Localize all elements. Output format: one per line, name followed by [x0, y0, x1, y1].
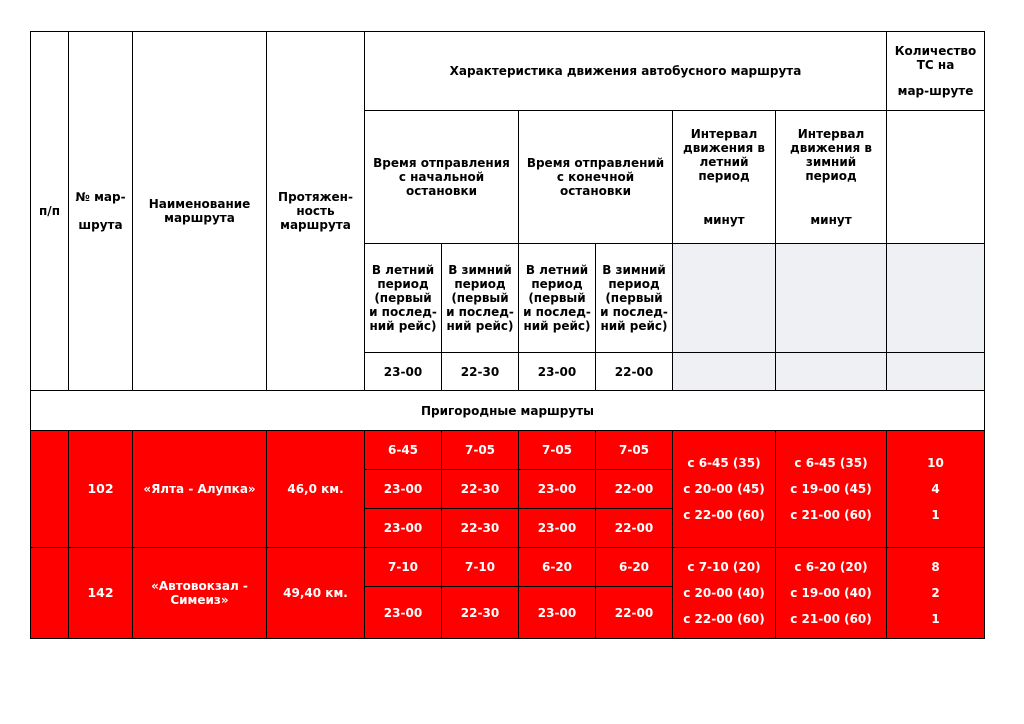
header-interval-summer	[673, 111, 776, 244]
header-route-number-line2: шрута	[78, 218, 123, 232]
interval-value: с 21-00 (60)	[790, 508, 872, 522]
time-cell: 22-00	[596, 470, 673, 509]
header-route-number-line1: № мар-	[75, 190, 126, 204]
time-cell: 23-00	[365, 587, 442, 639]
header-empty-cell	[887, 111, 985, 244]
interval-value: с 22-00 (60)	[683, 508, 765, 522]
interval-value: с 6-45 (35)	[794, 456, 868, 470]
vehicle-count-value: 1	[931, 508, 940, 522]
vehicle-count-value: 10	[927, 456, 944, 470]
header-interval-winter-label: Интервал движения в зимний период	[790, 127, 872, 183]
header-interval-winter-unit: минут	[810, 213, 852, 227]
route-length: 46,0 км.	[267, 431, 365, 548]
header-route-length: Протяжен-ность маршрута	[267, 32, 365, 391]
shaded-cell	[673, 244, 776, 353]
header-end-summer: В летний период (первый и послед-ний рейс)	[519, 244, 596, 353]
header-interval-summer-label: Интервал движения в летний период	[683, 127, 765, 183]
interval-value: с 22-00 (60)	[683, 612, 765, 626]
shaded-cell	[673, 353, 776, 391]
time-cell: 7-05	[596, 431, 673, 470]
vehicle-count-value: 4	[931, 482, 940, 496]
header-interval-winter	[776, 111, 887, 244]
vehicle-count-cell	[887, 548, 985, 639]
vehicle-count-value: 8	[931, 560, 940, 574]
shaded-cell	[887, 353, 985, 391]
header-vehicle-count-line1: Количество ТС на	[894, 44, 977, 72]
interval-value: с 19-00 (45)	[790, 482, 872, 496]
route-pp-cell	[31, 548, 69, 639]
time-cell: 22-30	[442, 509, 519, 548]
time-cell: 22-00	[596, 509, 673, 548]
interval-value: с 6-45 (35)	[687, 456, 761, 470]
shaded-cell	[776, 244, 887, 353]
last-time-cell: 22-00	[596, 353, 673, 391]
shaded-cell	[887, 244, 985, 353]
route-number: 102	[69, 431, 133, 548]
header-end-winter: В зимний период (первый и послед-ний рейс)	[596, 244, 673, 353]
header-route-name: Наименование маршрута	[133, 32, 267, 391]
route-length: 49,40 км.	[267, 548, 365, 639]
header-start-summer: В летний период (первый и послед-ний рейс)	[365, 244, 442, 353]
header-departure-end: Время отправлений с конечной остановки	[519, 111, 673, 244]
header-departure-start: Время отправления с начальной остановки	[365, 111, 519, 244]
time-cell: 6-20	[519, 548, 596, 587]
time-cell: 22-00	[596, 587, 673, 639]
time-cell: 7-05	[519, 431, 596, 470]
time-cell: 22-30	[442, 587, 519, 639]
route-pp-cell	[31, 431, 69, 548]
vehicle-count-cell	[887, 431, 985, 548]
header-vehicle-count-line2: мар-шруте	[897, 84, 974, 98]
time-cell: 23-00	[519, 509, 596, 548]
time-cell: 7-10	[365, 548, 442, 587]
time-cell: 6-45	[365, 431, 442, 470]
time-cell: 23-00	[519, 587, 596, 639]
last-time-cell: 23-00	[519, 353, 596, 391]
route-name: «Автовокзал - Симеиз»	[133, 548, 267, 639]
time-cell: 23-00	[519, 470, 596, 509]
last-time-cell: 22-30	[442, 353, 519, 391]
interval-value: с 6-20 (20)	[794, 560, 868, 574]
route-number: 142	[69, 548, 133, 639]
header-route-number	[69, 32, 133, 391]
shaded-cell	[776, 353, 887, 391]
header-vehicle-count	[887, 32, 985, 111]
vehicle-count-value: 1	[931, 612, 940, 626]
last-time-cell: 23-00	[365, 353, 442, 391]
header-pp: п/п	[31, 32, 69, 391]
interval-value: с 19-00 (40)	[790, 586, 872, 600]
interval-summer-cell	[673, 548, 776, 639]
vehicle-count-value: 2	[931, 586, 940, 600]
time-cell: 23-00	[365, 470, 442, 509]
interval-winter-cell	[776, 548, 887, 639]
time-cell: 22-30	[442, 470, 519, 509]
interval-value: с 20-00 (45)	[683, 482, 765, 496]
interval-value: с 20-00 (40)	[683, 586, 765, 600]
table-row	[31, 548, 985, 587]
route-name: «Ялта - Алупка»	[133, 431, 267, 548]
interval-winter-cell	[776, 431, 887, 548]
time-cell: 7-05	[442, 431, 519, 470]
header-start-winter: В зимний период (первый и послед-ний рейс)	[442, 244, 519, 353]
interval-value: с 7-10 (20)	[687, 560, 761, 574]
interval-summer-cell	[673, 431, 776, 548]
routes-table	[30, 31, 985, 639]
table-row	[31, 431, 985, 470]
header-characteristic: Характеристика движения автобусного маршрута	[365, 32, 887, 111]
header-interval-summer-unit: минут	[703, 213, 745, 227]
time-cell: 23-00	[365, 509, 442, 548]
interval-value: с 21-00 (60)	[790, 612, 872, 626]
section-title: Пригородные маршруты	[31, 391, 985, 431]
time-cell: 6-20	[596, 548, 673, 587]
time-cell: 7-10	[442, 548, 519, 587]
